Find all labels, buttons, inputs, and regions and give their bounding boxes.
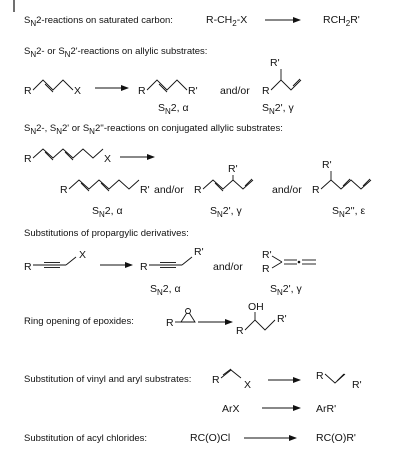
- dienyl-chain: [33, 149, 103, 158]
- branch-chain: [203, 180, 253, 189]
- double-bond: [45, 152, 53, 160]
- hydroxyl-label: OH: [248, 301, 264, 313]
- atom-x: X: [104, 153, 112, 165]
- atom-r: R: [316, 370, 324, 382]
- atom-r: R: [24, 153, 32, 165]
- double-bond: [363, 179, 370, 186]
- section-heading: $S_N2-$ or $S_N2'$-reactions on allylic substrates:: [24, 46, 208, 59]
- allyl-chain: [147, 80, 187, 90]
- double-bond: [159, 84, 167, 92]
- product-label: $S_N2$, α: [150, 283, 181, 297]
- atom-r: R: [212, 374, 220, 386]
- product-label: $S_N2''$, ε: [332, 205, 366, 219]
- section-allylic: [24, 46, 301, 116]
- atom-r: R: [60, 184, 68, 196]
- reactant-formula: RC(O)Cl: [190, 432, 231, 444]
- and-or-text: and/or: [220, 85, 250, 97]
- product-label: $S_N2'$, γ: [262, 102, 294, 116]
- section-heading: Ring opening of epoxides:: [24, 316, 134, 327]
- section-sn2-saturated: [24, 14, 360, 28]
- dienyl-chain: [69, 180, 139, 189]
- atom-r-prime: R': [228, 163, 238, 175]
- atom-r-prime: R': [322, 159, 332, 171]
- atom-r-prime: R': [262, 249, 272, 261]
- section-heading: Substitution of acyl chlorides:: [24, 433, 148, 444]
- aryl-product: ArR': [316, 403, 337, 415]
- reactant-formula: $R-CH_2-X$: [206, 14, 248, 28]
- section-heading: $S_N2$-reactions on saturated carbon:: [24, 15, 173, 28]
- product-formula: RC(O)R': [316, 432, 356, 444]
- double-bond: [215, 183, 223, 191]
- atom-r: R: [140, 261, 148, 273]
- atom-r-prime: R': [352, 379, 362, 391]
- and-or-text: and/or: [213, 261, 243, 273]
- double-bond: [65, 152, 73, 160]
- atom-r: R: [236, 325, 244, 337]
- branch-chain: [271, 80, 301, 90]
- epoxide-oxygen: [186, 309, 191, 314]
- double-bond: [81, 183, 89, 191]
- atom-r: R: [262, 85, 270, 97]
- allene-bond: [272, 256, 282, 262]
- atom-x: X: [74, 85, 82, 97]
- section-heading: Substitutions of propargylic derivatives:: [24, 228, 189, 239]
- atom-r-prime: R': [188, 85, 198, 97]
- atom-r-prime: R': [277, 313, 287, 325]
- double-bond: [337, 374, 344, 381]
- section-heading: Substitution of vinyl and aryl substrates:: [24, 374, 192, 385]
- atom-r-prime: R': [270, 57, 280, 69]
- section-vinyl-aryl: [24, 369, 362, 415]
- double-bond: [223, 369, 231, 375]
- allyl-chain: [33, 80, 73, 90]
- atom-r: R: [24, 261, 32, 273]
- product-label: $S_N2$, α: [92, 205, 123, 219]
- atom-r: R: [24, 85, 32, 97]
- aryl-reactant: ArX: [222, 403, 240, 415]
- vinyl-chain: [325, 374, 345, 383]
- double-bond: [45, 84, 53, 92]
- atom-x: X: [244, 379, 252, 391]
- section-conjugated: [24, 123, 371, 219]
- product-label: $S_N2'$, γ: [210, 205, 242, 219]
- section-propargylic: [24, 228, 316, 297]
- atom-r: R: [194, 184, 202, 196]
- allene-bond: [272, 262, 282, 268]
- double-bond: [101, 183, 109, 191]
- section-epoxides: [24, 301, 287, 337]
- atom-r-prime: R': [194, 246, 204, 258]
- ch2-bond: [66, 257, 76, 265]
- atom-r-prime: R': [140, 184, 150, 196]
- and-or-text: and/or: [154, 184, 184, 196]
- atom-r: R: [262, 263, 270, 275]
- and-or-text: and/or: [272, 184, 302, 196]
- atom-r: R: [138, 85, 146, 97]
- branch-chain: [321, 180, 371, 189]
- atom-x: X: [79, 249, 87, 261]
- product-formula: $RCH_2R'$: [323, 14, 360, 28]
- ch2-bond: [182, 257, 192, 265]
- product-label: $S_N2$, α: [158, 102, 189, 116]
- section-acyl-chlorides: [24, 432, 356, 444]
- product-label: $S_N2'$, γ: [270, 283, 302, 297]
- double-bond: [343, 179, 350, 186]
- product-chain: [245, 320, 275, 330]
- double-bond: [245, 179, 252, 186]
- atom-r: R: [312, 184, 320, 196]
- allene-center: [298, 261, 301, 264]
- section-heading: $S_N2-$, $S_N2'$ or $S_N2''$-reactions on conjugated allylic substrates:: [24, 123, 283, 136]
- atom-r: R: [166, 317, 174, 329]
